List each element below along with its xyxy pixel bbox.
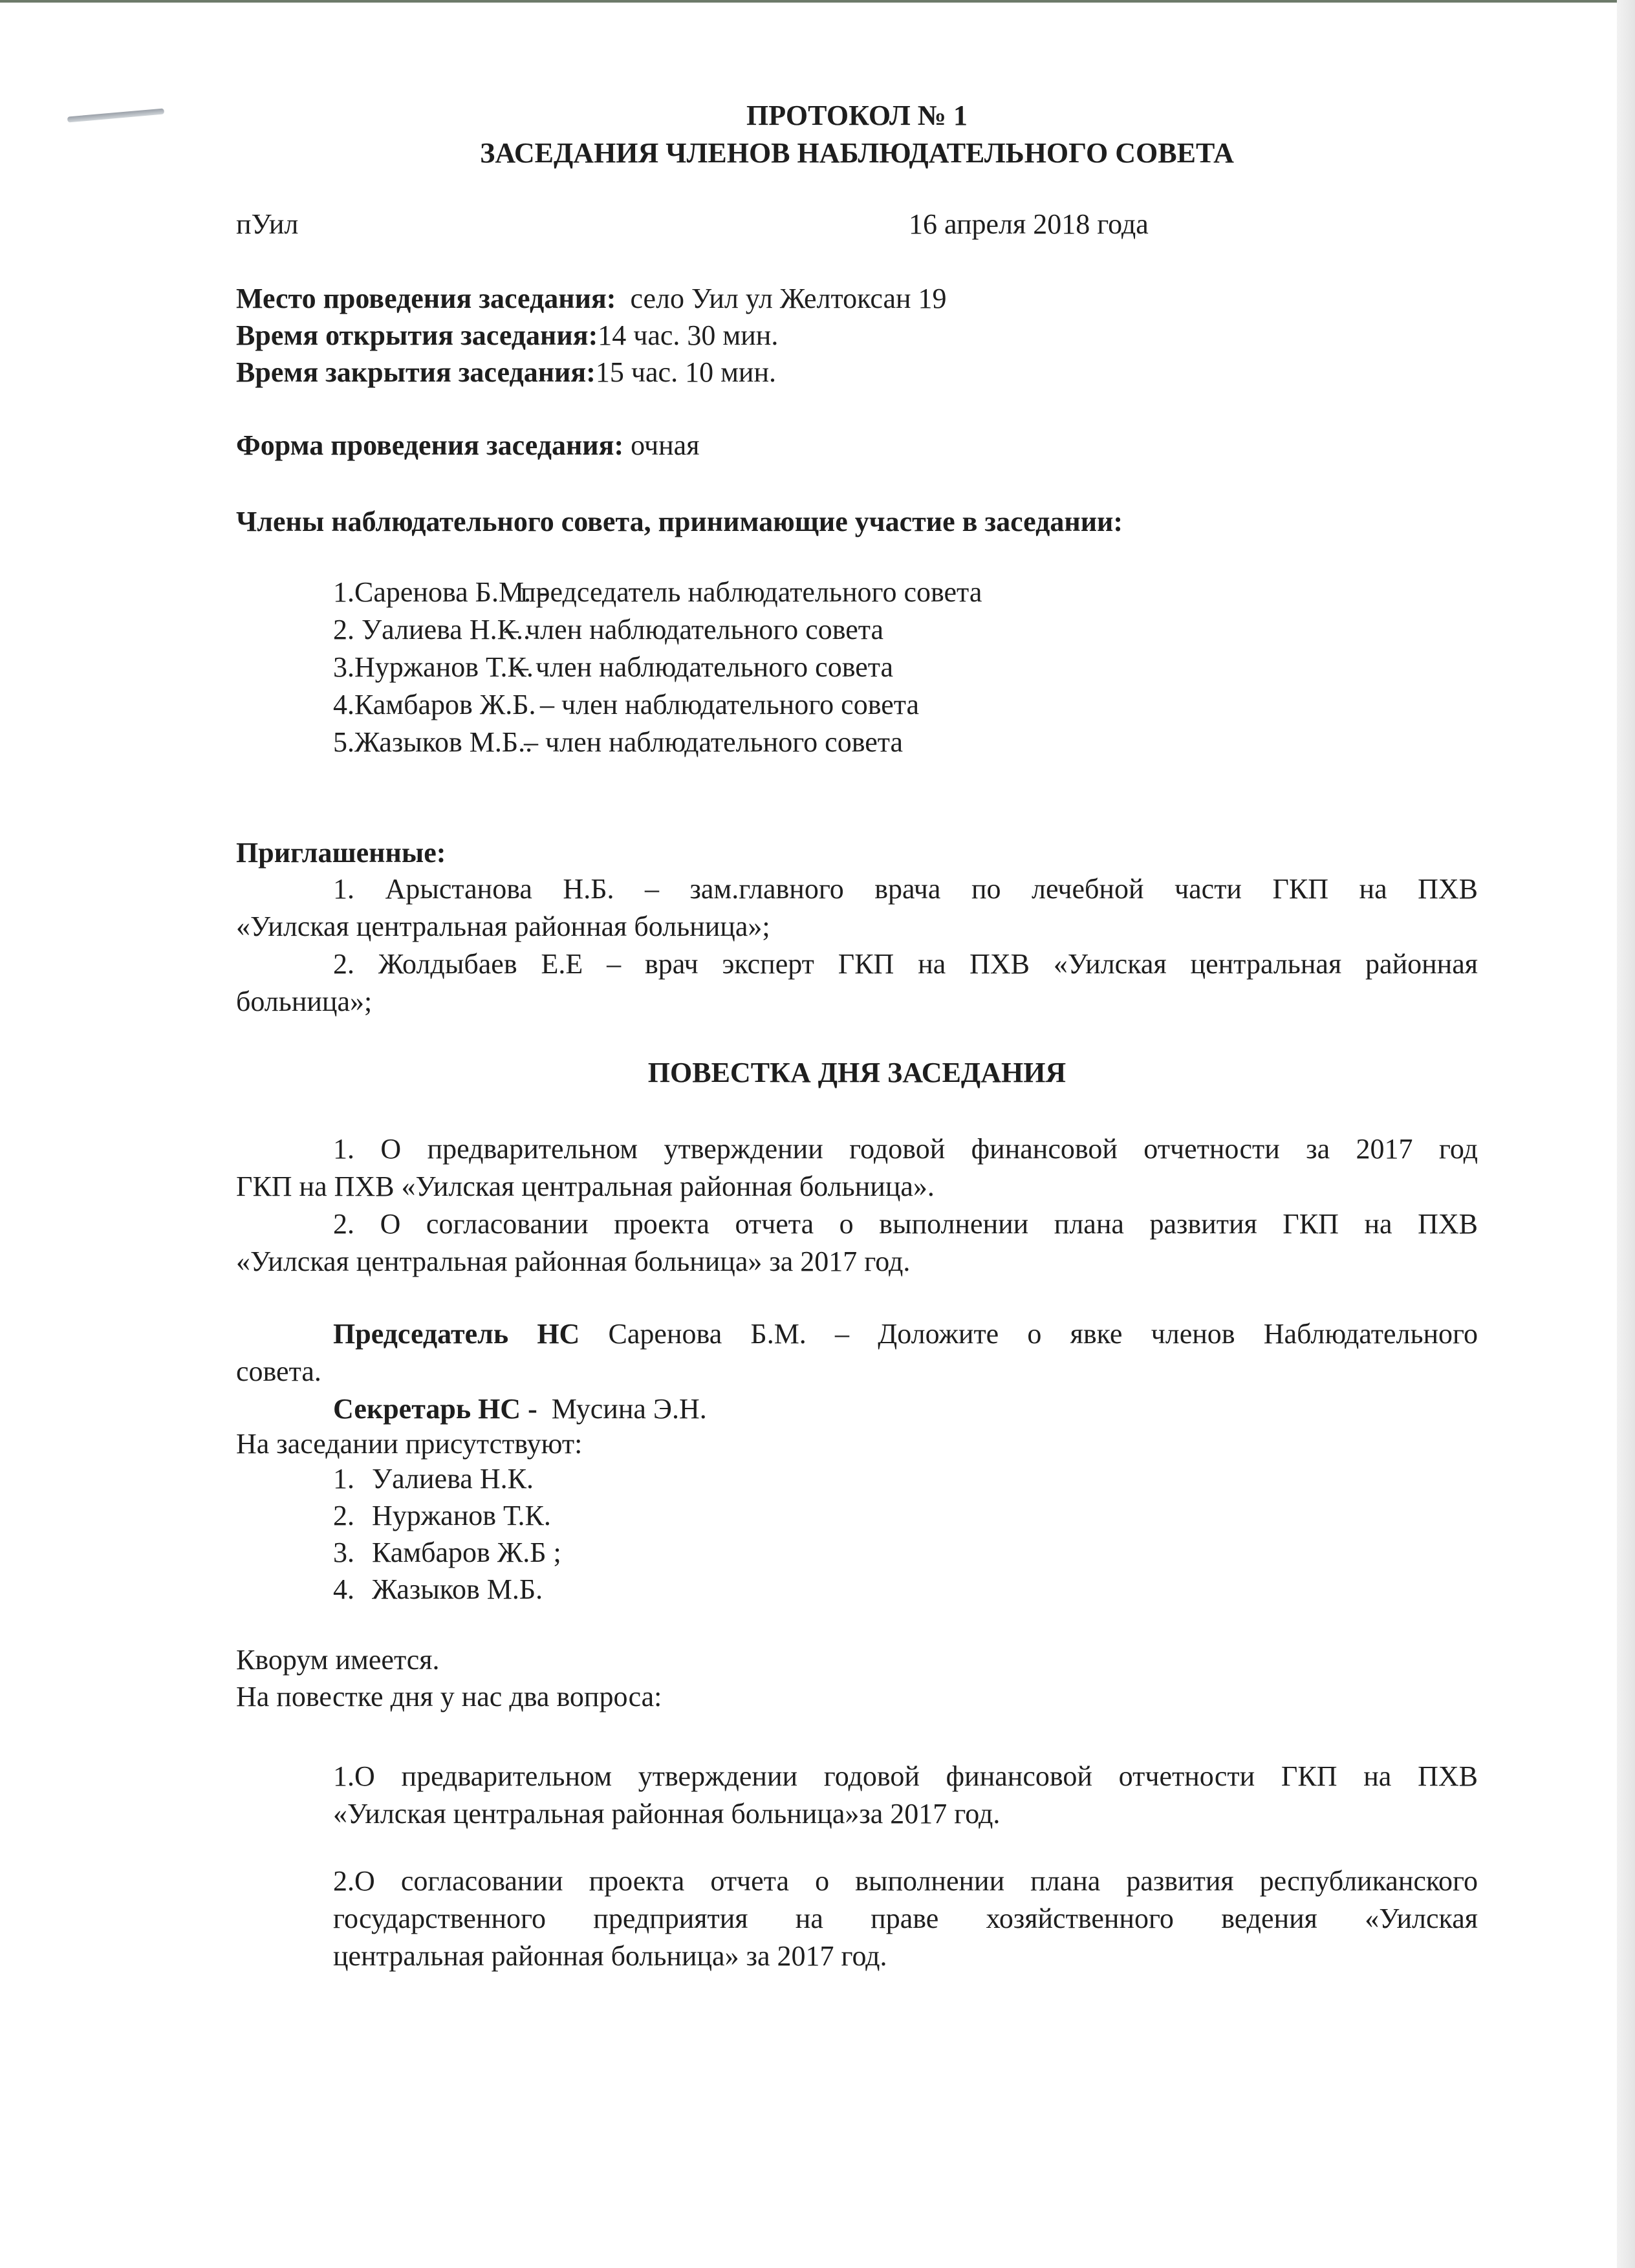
member-name: 4.Камбаров Ж.Б. — [333, 689, 536, 720]
present-name: Камбаров Ж.Б ; — [372, 1537, 561, 1568]
place-short: пУил — [236, 208, 299, 240]
venue-value: село Уил ул Желтоксан 19 — [630, 283, 947, 314]
agenda-item-2-line1: 2. О согласовании проекта отчета о выполнении плана развития ГКП на ПХВ — [333, 1208, 1478, 1240]
present-item — [333, 1497, 551, 1535]
invited-item-2-line1: 2. Жолдыбаев Е.Е – врач эксперт ГКП на ПХВ «Уилская центральная районная — [333, 948, 1478, 980]
secretary-row — [333, 1390, 707, 1428]
member-role: председатель наблюдательного совета — [521, 576, 982, 608]
present-item — [333, 1571, 543, 1608]
agenda-item-1-line1: 1. О предварительном утверждении годовой финансовой отчетности за 2017 год — [333, 1133, 1478, 1165]
present-num: 1. — [333, 1463, 354, 1495]
open-time-row — [236, 317, 778, 354]
present-name: Нуржанов Т.К. — [372, 1500, 551, 1531]
venue-row — [236, 280, 947, 318]
close-time-row — [236, 354, 776, 391]
member-role: – член наблюдательного совета — [540, 689, 920, 720]
member-name: 3.Нуржанов Т.К. — [333, 651, 534, 683]
form-row — [236, 427, 699, 464]
member-item — [333, 724, 903, 761]
secretary-label: Секретарь НС - — [333, 1393, 537, 1425]
scan-right-edge — [1617, 0, 1635, 2268]
form-label: Форма проведения заседания: — [236, 429, 624, 461]
venue-label: Место проведения заседания: — [236, 283, 616, 314]
member-name: 2. Уалиева Н.К.. — [333, 614, 530, 645]
scan-top-edge — [0, 0, 1635, 3]
member-item — [333, 649, 893, 686]
secretary-name: Мусина Э.Н. — [551, 1393, 707, 1425]
invited-item-2-line2: больница»; — [236, 986, 373, 1017]
invited-item-1-line2: «Уилская центральная районная больница»; — [236, 911, 770, 942]
document-subtitle: ЗАСЕДАНИЯ ЧЛЕНОВ НАБЛЮДАТЕЛЬНОГО СОВЕТА — [480, 137, 1234, 169]
open-time-label: Время открытия заседания: — [236, 319, 598, 351]
staple-mark — [67, 108, 164, 122]
present-item — [333, 1534, 561, 1571]
member-role: – член наблюдательного совета — [514, 651, 894, 683]
present-heading: На заседании присутствуют: — [236, 1428, 583, 1460]
member-name: 1.Саренова Б.М. - — [333, 576, 548, 608]
present-item — [333, 1460, 534, 1498]
question-2-line2: государственного предприятия на праве хозяйственного ведения «Уилская — [333, 1903, 1478, 1934]
agenda-intro: На повестке дня у нас два вопроса: — [236, 1681, 662, 1712]
present-name: Жазыков М.Б. — [372, 1573, 543, 1605]
quorum-text: Кворум имеется. — [236, 1644, 440, 1676]
chair-label: Председатель НС — [333, 1318, 580, 1350]
invited-heading: Приглашенные: — [236, 837, 446, 869]
chair-statement-line2: совета. — [236, 1355, 321, 1387]
agenda-item-2-line2: «Уилская центральная районная больница» за 2017 год. — [236, 1246, 911, 1277]
form-value: очная — [631, 429, 700, 461]
question-2-line1: 2.О согласовании проекта отчета о выполнении плана развития республиканского — [333, 1865, 1478, 1897]
present-num: 4. — [333, 1573, 354, 1605]
present-num: 2. — [333, 1500, 354, 1531]
member-item — [333, 686, 919, 724]
question-1-line2: «Уилская центральная районная больница»за 2017 год. — [333, 1798, 1001, 1830]
close-time-label: Время закрытия заседания: — [236, 356, 596, 388]
members-heading: Члены наблюдательного совета, принимающие участие в заседании: — [236, 506, 1123, 537]
present-name: Уалиева Н.К. — [372, 1463, 534, 1495]
agenda-item-1-line2: ГКП на ПХВ «Уилская центральная районная больница». — [236, 1171, 935, 1202]
present-num: 3. — [333, 1537, 354, 1568]
question-1-line1: 1.О предварительном утверждении годовой финансовой отчетности ГКП на ПХВ — [333, 1760, 1478, 1792]
invited-item-1-line1: 1. Арыстанова Н.Б. – зам.главного врача по лечебной части ГКП на ПХВ — [333, 873, 1478, 905]
member-item — [333, 574, 982, 611]
chair-statement-line1 — [333, 1315, 1478, 1353]
member-item — [333, 611, 883, 649]
question-2-line3: центральная районная больница» за 2017 год. — [333, 1940, 887, 1972]
member-name: 5.Жазыков М.Б.. — [333, 726, 533, 758]
document-title: ПРОТОКОЛ № 1 — [746, 100, 968, 131]
member-role: – член наблюдательного совета — [524, 726, 904, 758]
open-time-value: 14 час. 30 мин. — [598, 319, 779, 351]
close-time-value: 15 час. 10 мин. — [595, 356, 776, 388]
member-role: – член наблюдательного совета — [504, 614, 884, 645]
document-date: 16 апреля 2018 года — [909, 208, 1149, 240]
chair-text: Саренова Б.М. – Доложите о явке членов Наблюдательного — [608, 1318, 1478, 1350]
agenda-heading: ПОВЕСТКА ДНЯ ЗАСЕДАНИЯ — [647, 1057, 1067, 1088]
